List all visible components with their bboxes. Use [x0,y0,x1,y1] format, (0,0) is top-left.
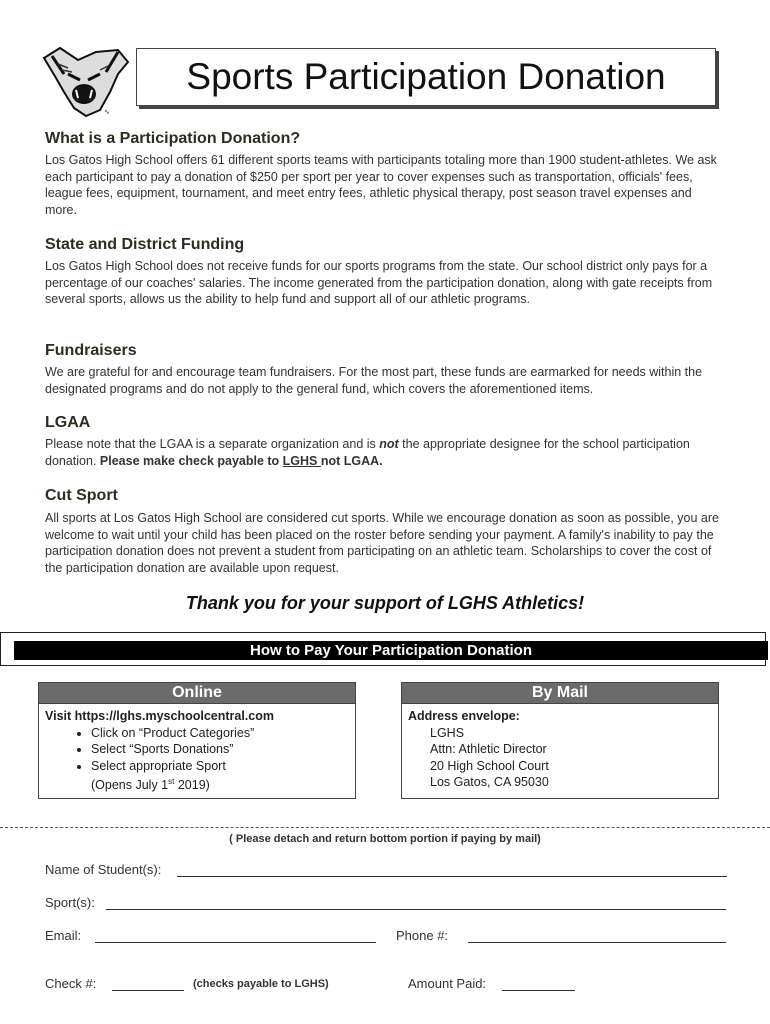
opens-year: 2019) [174,778,210,793]
online-opens-date [45,774,349,794]
sport-field[interactable] [106,909,726,910]
student-name-field[interactable] [177,876,727,877]
lgaa-emphasis: not [379,437,399,451]
online-step: • Select appropriate Sport [91,758,349,775]
email-label: Email: [45,928,82,943]
mail-address-line: 20 High School Court [430,758,549,773]
lgaa-text-1: Please note that the LGAA is a separate organization and is [45,437,380,451]
detach-note: ( Please detach and return bottom portion if paying by mail) [229,833,541,845]
amount-paid-field[interactable] [502,990,575,991]
lgaa-text-2: the appropriate designee for the school participation donation. [45,437,690,468]
online-payment-box [38,682,356,799]
section-text-lgaa [45,436,725,469]
page-title-text: Sports Participation Donation [186,56,666,97]
lgaa-payable-after: not LGAA. [320,453,383,468]
phone-field[interactable] [468,942,726,943]
mail-heading: By Mail [402,683,718,704]
online-heading: Online [39,683,355,704]
online-visit-url: Visit https://lghs.myschoolcentral.com [45,709,274,723]
mail-address-line: Los Gatos, CA 95030 [430,775,549,789]
section-text-cut-sport: All sports at Los Gatos High School are considered cut sports. While we encourage donation as soon as possible, you are welcome to wait until your child has been placed on the roster before sending your payment. A family's inability to pay the participation donation does not prevent a student from participating on an athletic team. Scholarships to cover the cost of the participation donation are available upon request. [45,511,719,575]
section-heading-lgaa: LGAA [45,414,91,431]
thank-you-message: Thank you for your support of LGHS Athletics! [185,593,585,613]
lgaa-payable-lghs: LGHS [282,453,321,468]
email-field[interactable] [95,942,376,943]
wildcat-mascot-icon [38,44,133,119]
section-text-fundraisers: We are grateful for and encourage team fundraisers. For the most part, these funds are earmarked for needs within the designated programs and do not apply to the general fund, which covers the aforementioned items. [45,365,703,396]
student-name-label: Name of Student(s): [45,862,162,877]
lgaa-payable-before: Please make check payable to [99,453,283,468]
opens-text: (Opens July 1 [91,778,169,793]
online-steps-list [45,725,349,775]
check-number-field[interactable] [112,990,184,991]
amount-paid-label: Amount Paid: [408,976,487,991]
section-heading-funding: State and District Funding [45,236,245,253]
section-text-participation: Los Gatos High School offers 61 different sports teams with participants totaling more than 1900 student-athletes. We ask each participant to pay a donation of $250 per sport per year to cover expenses such as transportation, officials' fees, league fees, equipment, tournament, and meet entry fees, athletic physical therapy, post season travel expenses and more. [45,153,717,217]
svg-text:∿: ∿ [104,109,110,116]
how-to-pay-title: How to Pay Your Participation Donation [14,641,768,660]
section-heading-fundraisers: Fundraisers [45,342,137,359]
opens-sup: st [168,777,175,786]
online-step: • Click on “Product Categories” [91,725,349,742]
section-heading-participation: What is a Participation Donation? [45,130,301,147]
phone-label: Phone #: [396,928,449,943]
detach-line [0,827,770,828]
mail-address-line: Attn: Athletic Director [430,742,547,756]
mail-address-label: Address envelope: [408,709,520,723]
page-title [136,48,716,106]
check-number-label: Check #: [45,976,97,991]
sport-label: Sport(s): [45,895,95,910]
mail-address-line: LGHS [430,725,465,740]
mail-payment-box [401,682,719,799]
online-step: • Select “Sports Donations” [91,741,349,758]
section-heading-cut-sport: Cut Sport [45,487,118,504]
check-payable-note: (checks payable to LGHS) [193,978,329,990]
section-text-funding: Los Gatos High School does not receive funds for our sports programs from the state. Our school district only pays for a percentage of our coaches' salaries. The income generated from the participation donation, along with gate receipts from several sports, allows us the ability to help fund and support all of our athletic programs. [45,259,713,306]
